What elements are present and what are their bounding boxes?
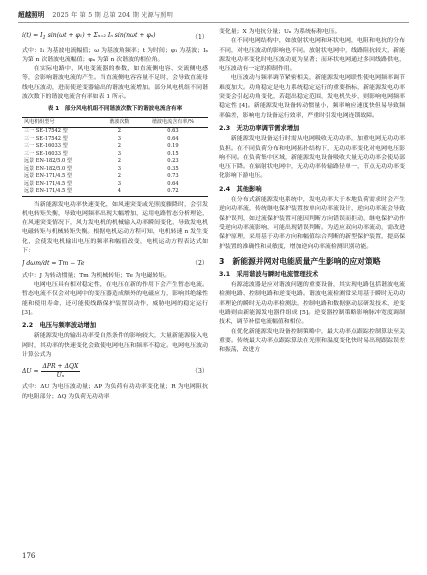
equation-2-number: （2） [191,260,208,268]
equation-1-number: （1） [191,33,208,41]
equation-1: $i(t) = I_1$ sin(ωt + φ₁) + Σₙ₌₂ Iₙ sin(nωt + φₙ) （1） [22,32,208,42]
table-row [22,128,208,136]
paragraph: 当新能源发电功率快速变化，如风速突变或光照度骤降时，会引发机电转矩失衡，导致电网频率出现大幅增加，运用电路暂态分析理论，在风速突变情况下，风力发电机的机械输入功率瞬间变化，导致发电机电磁转矩与机械转矩失衡。根据电机运动方程可知，电机转速 n 发生变化，会使发电机输出电压的频率和幅值改变，电机运动方程表达式如下： [22,201,208,255]
left-column [22,28,208,548]
table-cell: 3 [117,150,121,157]
equation-3-fraction [41,363,81,380]
table-cell: 三一 SE-16033 型 [24,150,68,157]
table-cell: 0.19 [167,143,179,150]
paragraph: 在分布式新能源发电系统中，发电功率大于本地负荷需求时会产生逆向功率流，传统继电保护装置按单向功率流设计，逆向功率流会导致保护误判，如过流保护装置可能因判断方向错误而拒动，继电保护动作受逆向功率流影响，可能出现错误判断。为适应双向功率流动，需改进保护原理，采用基于功率方向和幅值综合判断的新型保护装置，提高保护装置的准确性和灵敏度，增加逆向功率流检测识别功能。 [219,197,405,250]
table-cell: 3 [117,180,121,187]
table-cell: 0.64 [167,180,179,187]
paragraph: 在实际电路中，风电变流器的参数，如直流侧电容、交流侧电感等，会影响谐波电流的产生。当直流侧电容容量不足时，会导致直流母线电压波动，进而使逆变器输出的谐波电流增加。部分风电机组不同谐波次数下的谐波电流含有率如表 1 所示。 [22,66,208,100]
table-header-row [22,117,208,128]
section-heading-3 [219,256,405,267]
table-cell: 三一 SE-16033 型 [24,143,68,150]
issue-info: 2025 年 第 5 期 总第 204 期 光源与照明 [52,11,174,19]
paragraph: 式中：I₁ 为基波电流幅值；ω 为基波角频率；t 为时间；φ₁ 为基波；Iₙ 为第 n 次谐波电流幅值；φₙ 为第 n 次谐波的相位角。 [22,47,208,63]
equation-3-lhs: ΔU ≈ [22,368,39,376]
table-cell: 远景 EN-171/4.5 型 [24,173,72,180]
table-cell: 0.23 [167,158,179,165]
equation-3-denominator: Uₙ [56,372,65,380]
table-cell: 2 [117,143,121,150]
table-header: 谐波电流含有率/% [138,117,208,128]
table-cell: 4 [101,188,138,196]
section-number: 3 [219,256,225,266]
right-column [219,28,405,548]
table-cell: 3 [117,135,121,142]
table-cell: 0.73 [167,173,179,180]
table-cell: 远景 EN-171/4.5 型 [24,180,72,187]
table-cell: 0.35 [167,165,179,172]
paragraph: 在优化新能源发电设备控制策略中，最大功率点跟踪控制算法至关重要。传统最大功率点跟踪算法在光照和温度变化快时易出现跟踪误差和振荡，改进方 [219,328,405,354]
paragraph: 式中：ΔU 为电压波动量；ΔP 为负荷有功功率变化量；R 为电网阻抗的电阻部分；ΔQ 为负荷无功功率 [22,384,208,400]
table-caption: 表 1 部分风电机组不同谐波次数下的谐波电流含有率 [47,106,183,113]
equation-3-number: （3） [191,368,208,376]
section-heading-2-4: 2.4 其他影响 [219,185,262,193]
table-row [22,136,208,144]
equation-3 [22,360,208,383]
section-heading-2-3: 2.3 无功功率调节需求增加 [219,124,300,132]
table-cell: 2 [117,173,121,180]
table-cell: 0.64 [167,135,179,142]
paragraph: 在不同电网结构中，如放射状电网和环状电网，电阻和电抗的分布不同，对电压波动的影响也不同。放射状电网中，线路阻抗较大，新能源发电功率变化时电压波动更为显著；而环状电网通过多回线路供电，电压波动有一定的抑制作用。 [219,38,405,73]
table-row [22,158,208,166]
paragraph: 新能源发电设备运行时需从电网吸收无功功率，加重电网无功功率负担。在不同负荷分布和电网拓扑结构下，无功功率变化对电网电压影响不同。在负荷集中区域，新能源发电设备吸收大量无功功率会使局部电压下降。在辐射状电网中，无功功率传输路径单一，节点无功功率变化影响下游电压。 [219,136,405,180]
section-heading-3-1: 3.1 采用谐波与瞬时电流管理技术 [219,270,319,278]
table-cell: 0.15 [167,150,179,157]
table-row [22,143,208,151]
paragraph: 电压波动与频率调节紧密相关，新能源发电网联性使电网频率调节难度加大。功角稳定是电力系统稳定运行的重要指标，新能源发电功率突变会引起功角变化，若超出稳定范围，发电机失步，则影响电网频率稳定性 [4]。新能源发电设备转动惯量小，频率响应速度快但易导致频率偏差，影响电力设备运行效率，严重时引发电网连锁故障。 [219,75,405,119]
table-cell: 0.63 [167,128,179,135]
page-number: 176 [22,552,36,560]
table-row [22,151,208,159]
paragraph: 电网电压具有相对稳定性，在电压在新的作用下会产生暂态电流。暂态电流不仅会对电网中的变压器造成额外的电磁应力，影响其绝缘性能和使用寿命，还可能使线路保护装置误动作，威胁电网的稳定运行 [3]。 [22,281,208,316]
equation-3-numerator: ΔPR + ΔQX [42,363,79,371]
table-cell: 2 [117,158,121,165]
table-row [22,166,208,174]
table-cell: 2 [117,128,121,135]
table-header: 谐波次数 [101,117,138,128]
equation-2-body: J dωm/dt = Tm − Te [22,260,85,268]
table-cell: 3 [117,165,121,172]
paragraph: 新能源发电的输出功率受自然条件的影响较大，大量新能源接入电网时，其功率的快速变化会致使电网电压和频率不稳定。电网电压波动计算公式为 [22,333,208,359]
table-row [22,188,208,196]
section-heading-2-2: 2.2 电压与频率波动增加 [22,322,97,330]
journal-title: 超越照明 [18,11,45,19]
table-cell: 远景 EN-182/5.0 型 [24,165,72,172]
table-row [22,173,208,181]
paragraph: 式中：J 为转动惯量；Tm 为机械转矩；Te 为电磁转矩。 [22,272,171,279]
equation-1-rhs: sin(ωt + φ₁) + Σₙ₌₂ Iₙ sin(nωt + φₙ) [47,32,156,39]
table-cell: 远景 EN-182/5.0 型 [24,158,72,165]
table-cell: 三一 SE-17542 型 [24,135,68,142]
equation-2 [22,256,208,271]
section-title: 新能源并网对电能质量产生影响的应对策略 [232,256,381,266]
table-row [22,181,208,189]
table-cell: 0.72 [138,188,208,196]
table-cell: 三一 SE-17542 型 [24,128,68,135]
page-header [18,6,409,23]
paragraph: 有源滤波器是应对谐波问题的重要设备，其实现电路包括谐波电流检测电路、控制电路和逆变电路。谐波电流检测常采用基于瞬时无功功率理论的瞬时无功功率检测法，控制电路和数据驱动层研发技术，逆变电路则由新能源发电器件组成 [5]。逆变器控制策略影响脉冲宽度调制技术，调节补偿电流幅值和相位。 [219,282,405,326]
table-cell: 远景 EN-171/4.5 型 [22,188,101,196]
equation-1-lhs: i(t) = I [22,32,43,39]
paragraph: 变化量；X 为电抗分量；Uₙ 为系统标称电压。 [219,29,341,35]
harmonic-table [22,117,208,197]
table-header: 风电机组型号 [22,117,101,128]
